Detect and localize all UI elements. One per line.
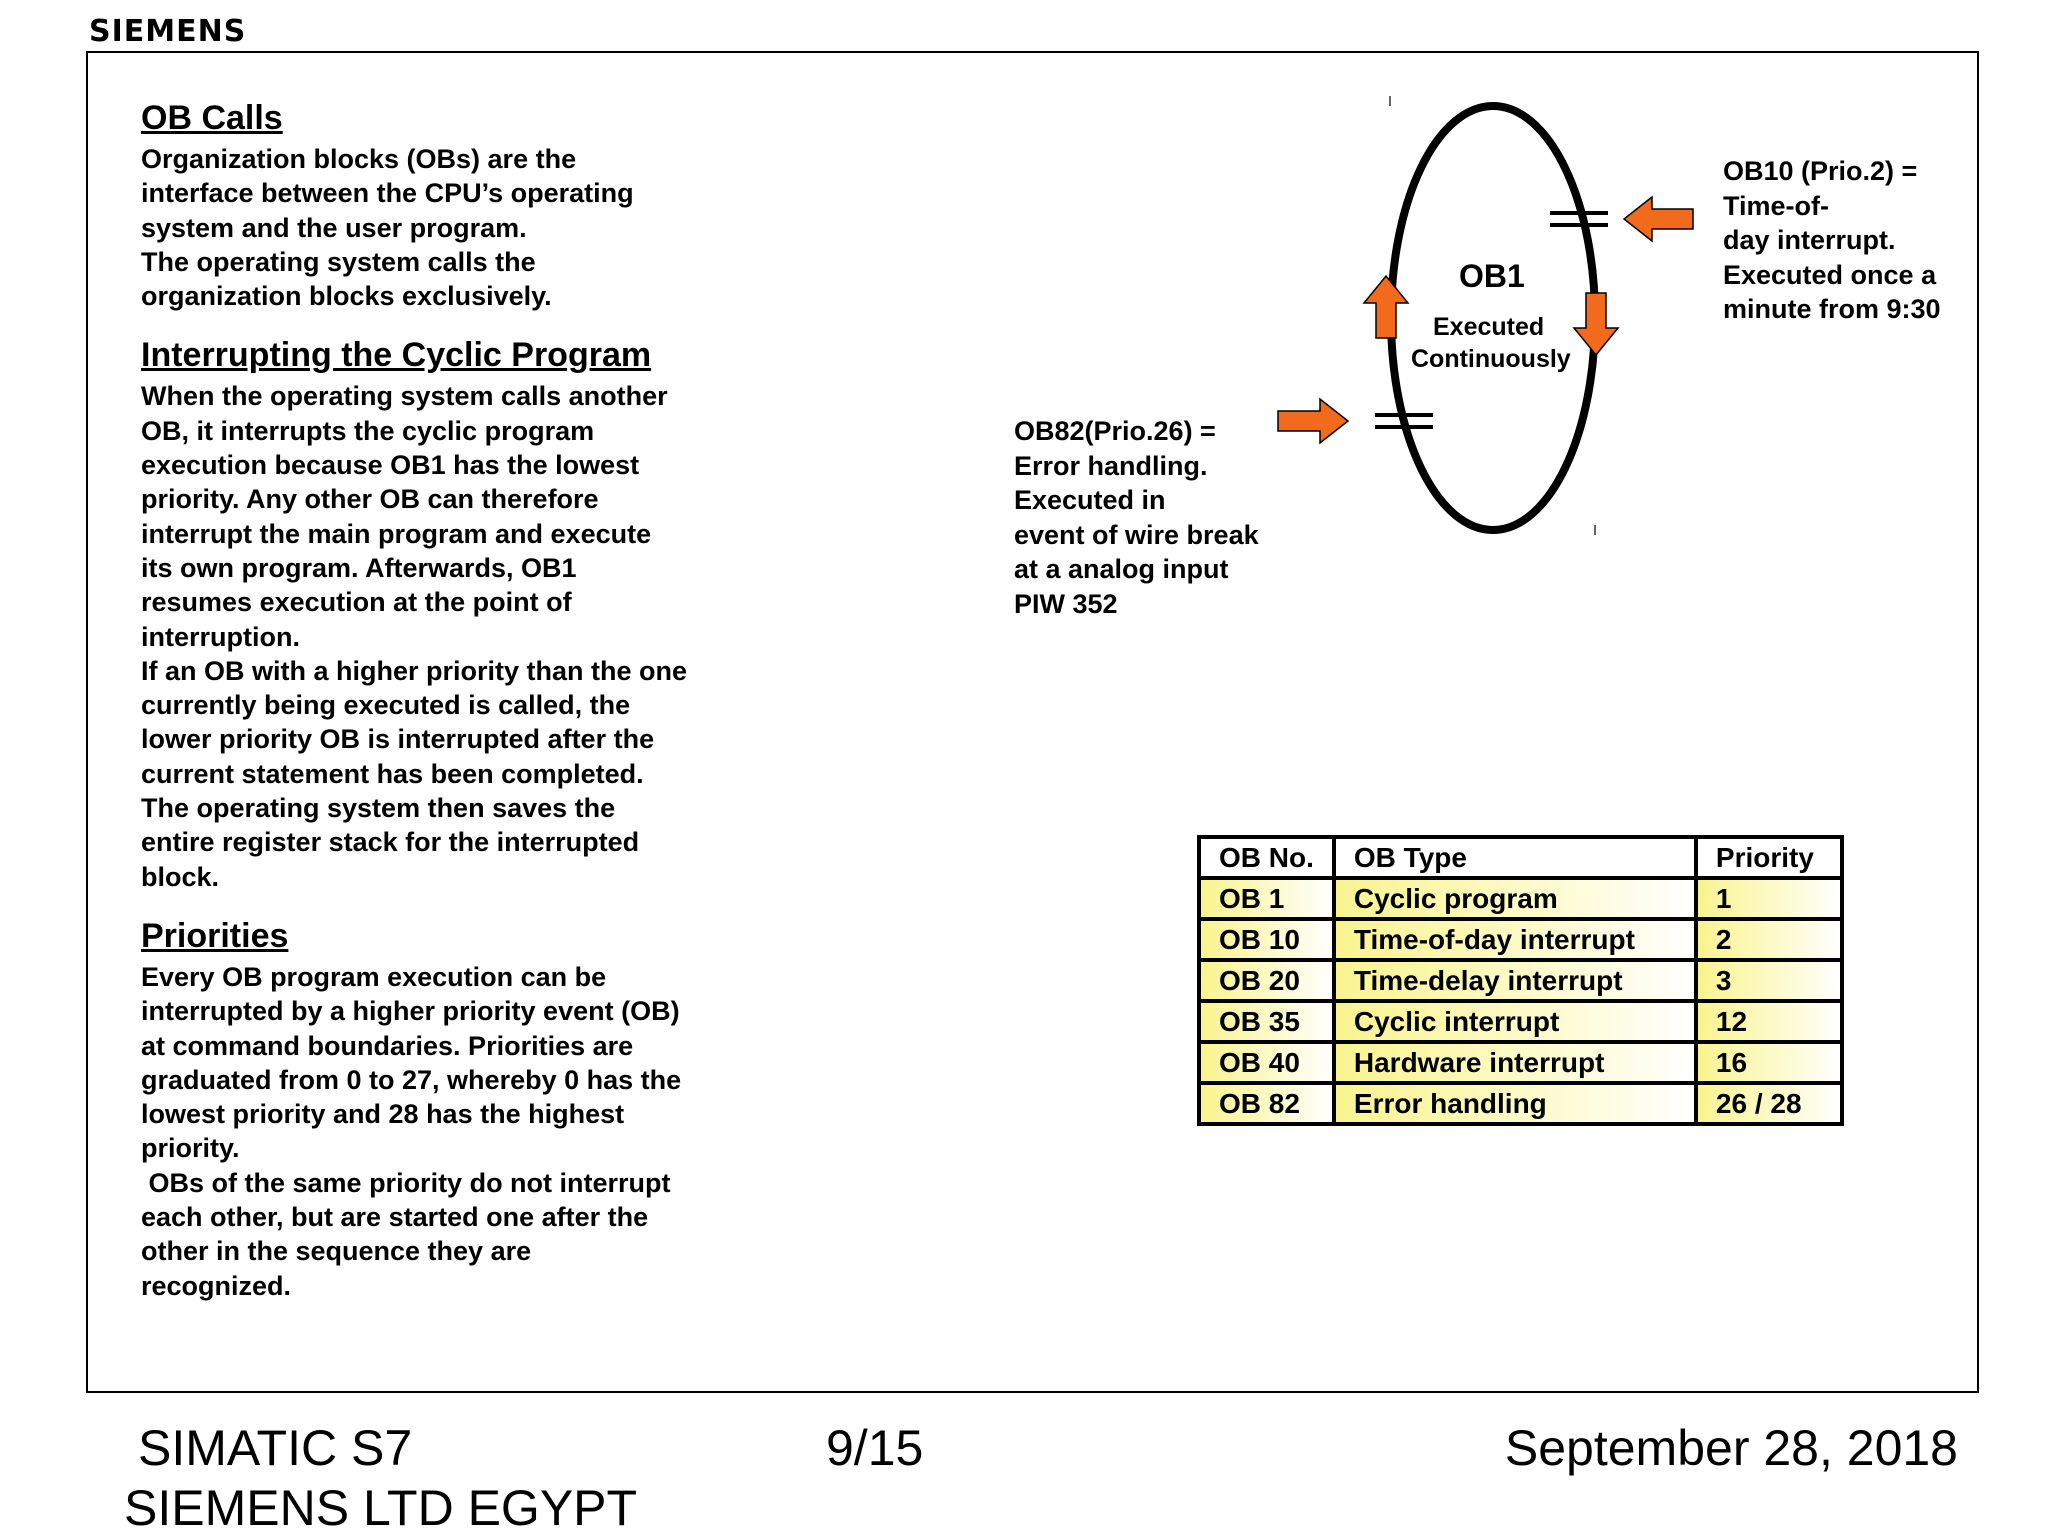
table-row: [1199, 1001, 1842, 1042]
para-line: other in the sequence they are: [141, 1236, 532, 1267]
ob-cycle-diagram: [1000, 88, 2000, 648]
header-priority: Priority: [1696, 837, 1842, 878]
header-ob-type: OB Type: [1334, 837, 1696, 878]
para-line: interface between the CPU’s operating: [141, 178, 634, 209]
para-line: entire register stack for the interrupted: [141, 827, 640, 858]
ob10-label-line: minute from 9:30: [1723, 294, 1941, 324]
para-line: interruption.: [141, 621, 300, 652]
text-column: [141, 98, 761, 1325]
cell-priority: 3: [1696, 960, 1842, 1001]
section-interrupting: [141, 335, 761, 893]
para-line: recognized.: [141, 1270, 292, 1301]
heading-priorities: Priorities: [141, 916, 289, 955]
footer-product: SIMATIC S7: [138, 1420, 413, 1476]
ob10-label-line: OB10 (Prio.2) =: [1723, 156, 1918, 186]
para-line: OB, it interrupts the cyclic program: [141, 415, 595, 446]
table-row: [1199, 919, 1842, 960]
para-line: resumes execution at the point of: [141, 587, 572, 618]
footer-company: SIEMENS LTD EGYPT: [124, 1480, 638, 1536]
cell-priority: 16: [1696, 1042, 1842, 1083]
cell-priority: 1: [1696, 878, 1842, 919]
para-line: each other, but are started one after the: [141, 1202, 649, 1233]
header-ob-no: OB No.: [1199, 837, 1334, 878]
para-line: Organization blocks (OBs) are the: [141, 144, 577, 174]
ob10-label-line: day interrupt.: [1723, 225, 1896, 255]
table-row: [1199, 1083, 1842, 1124]
ob82-label-line: PIW 352: [1014, 588, 1118, 619]
section-ob-calls: [141, 98, 761, 313]
down-arrow-icon: [1574, 293, 1618, 355]
cell-ob-type: Hardware interrupt: [1334, 1042, 1696, 1083]
cell-ob-no: OB 20: [1199, 960, 1334, 1001]
cell-ob-no: OB 40: [1199, 1042, 1334, 1083]
ob10-label-line: Executed once a: [1723, 259, 1937, 290]
ob82-label-line: Error handling.: [1014, 450, 1208, 481]
up-arrow-icon: [1364, 276, 1408, 338]
section-priorities: [141, 916, 761, 1303]
para-line: currently being executed is called, the: [141, 690, 631, 721]
cell-ob-type: Time-delay interrupt: [1334, 960, 1696, 1001]
footer-date: September 28, 2018: [1504, 1420, 1958, 1476]
para-line: interrupted by a higher priority event (OB): [141, 996, 680, 1027]
cell-priority: 2: [1696, 919, 1842, 960]
cell-priority: 26 / 28: [1696, 1083, 1842, 1124]
cell-priority: 12: [1696, 1001, 1842, 1042]
cell-ob-no: OB 10: [1199, 919, 1334, 960]
ob82-label: [1014, 414, 1259, 621]
cell-ob-no: OB 35: [1199, 1001, 1334, 1042]
para-line: priority.: [141, 1133, 240, 1164]
cell-ob-type: Cyclic interrupt: [1334, 1001, 1696, 1042]
heading-interrupting: Interrupting the Cyclic Program: [141, 336, 652, 375]
para-line: interrupt the main program and execute: [141, 518, 652, 549]
para-line: OBs of the same priority do not interrupt: [141, 1167, 671, 1198]
page-number: 9/15: [826, 1420, 924, 1476]
para-line: graduated from 0 to 27, whereby 0 has the: [141, 1064, 682, 1095]
ob10-label: [1723, 154, 1941, 327]
para-line: its own program. Afterwards, OB1: [141, 552, 577, 583]
para-line: organization blocks exclusively.: [141, 281, 552, 312]
cell-ob-no: OB 1: [1199, 878, 1334, 919]
footer-company-block: [124, 1418, 637, 1536]
cycle-subtitle: Executed: [1433, 313, 1545, 341]
para-line: lower priority OB is interrupted after the: [141, 724, 655, 755]
para-line: lowest priority and 28 has the highest: [141, 1099, 625, 1130]
cell-ob-type: Time-of-day interrupt: [1334, 919, 1696, 960]
para-line: block.: [141, 861, 220, 892]
siemens-logo: SIEMENS: [89, 14, 247, 49]
ob82-label-line: OB82(Prio.26) =: [1014, 416, 1216, 446]
cell-ob-no: OB 82: [1199, 1083, 1334, 1124]
para-line: system and the user program.: [141, 212, 527, 243]
table-header-row: [1199, 837, 1842, 878]
ob82-label-line: at a analog input: [1014, 554, 1229, 584]
cell-ob-type: Cyclic program: [1334, 878, 1696, 919]
ob82-arrow-icon: [1278, 399, 1348, 443]
para-line: The operating system calls the: [141, 246, 536, 277]
cycle-subtitle: Continuously: [1411, 345, 1571, 373]
cycle-title: OB1: [1459, 258, 1525, 294]
ob10-arrow-icon: [1624, 197, 1693, 241]
table-row: [1199, 878, 1842, 919]
para-line: The operating system then saves the: [141, 793, 616, 824]
para-line: If an OB with a higher priority than the one: [141, 655, 688, 686]
para-line: at command boundaries. Priorities are: [141, 1030, 634, 1061]
para-line: execution because OB1 has the lowest: [141, 450, 640, 481]
para-line: Every OB program execution can be: [141, 961, 607, 992]
ob10-label-line: Time-of-: [1723, 190, 1829, 221]
ob82-label-line: Executed in: [1014, 485, 1166, 515]
para-line: When the operating system calls another: [141, 381, 668, 412]
heading-ob-calls: OB Calls: [141, 99, 283, 137]
table-row: [1199, 960, 1842, 1001]
para-line: priority. Any other OB can therefore: [141, 484, 599, 515]
ob-priority-table: [1197, 835, 1844, 1126]
ob82-label-line: event of wire break: [1014, 519, 1259, 550]
para-line: current statement has been completed.: [141, 758, 644, 789]
table-row: [1199, 1042, 1842, 1083]
cell-ob-type: Error handling: [1334, 1083, 1696, 1124]
